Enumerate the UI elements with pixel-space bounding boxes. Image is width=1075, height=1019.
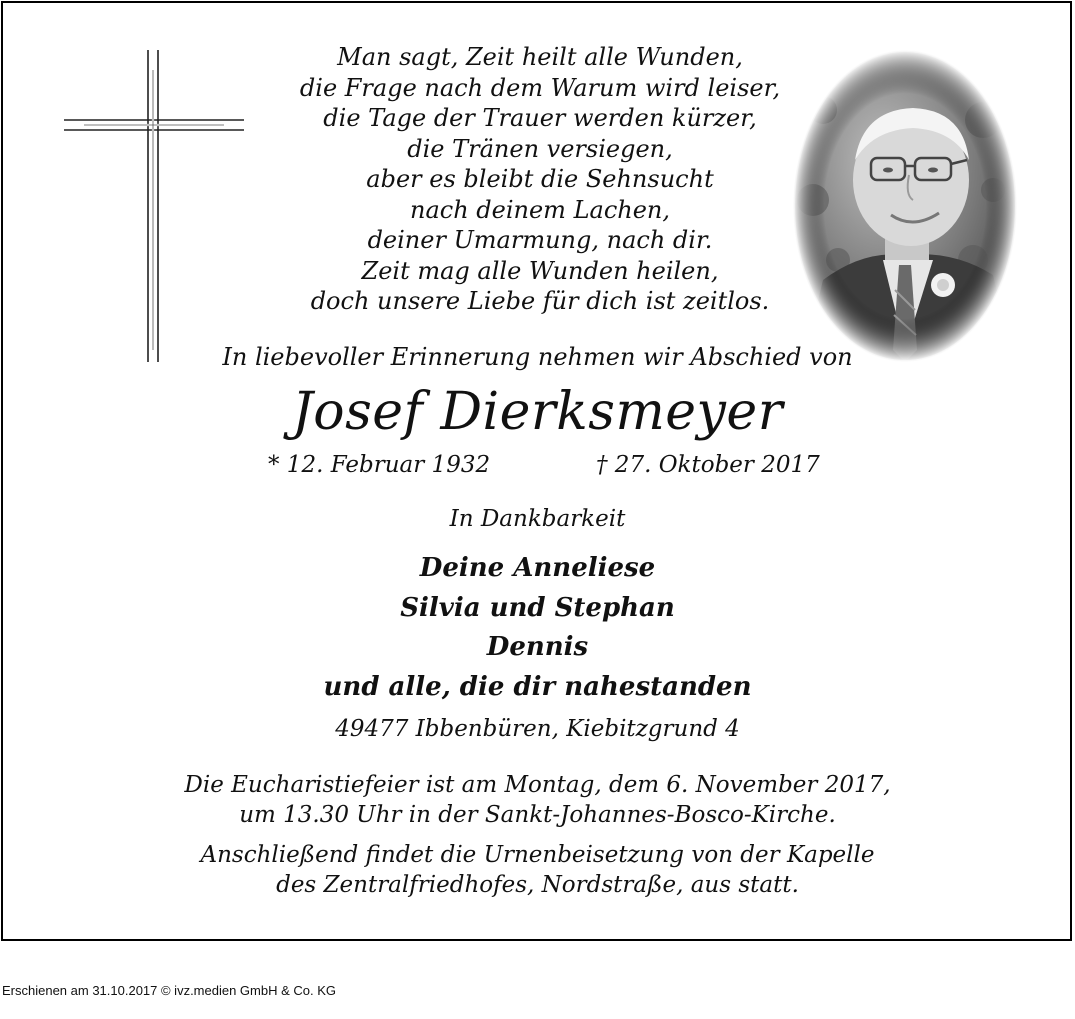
birth-date: * 12. Februar 1932 [268, 452, 491, 478]
poem-line: Zeit mag alle Wunden heilen, [361, 256, 719, 285]
service-info [0, 770, 1075, 900]
family-member: Dennis [486, 632, 589, 662]
service-line: um 13.30 Uhr in der Sankt-Johannes-Bosco-Kirche. [239, 802, 836, 828]
poem-line: doch unsere Liebe für dich ist zeitlos. [310, 287, 770, 315]
poem-line: Man sagt, Zeit heilt alle Wunden, [337, 43, 743, 71]
poem-line: nach deinem Lachen, [409, 195, 670, 224]
family-list [0, 549, 1075, 707]
service-line: Die Eucharistiefeier ist am Montag, dem 6. November 2017, [184, 772, 891, 798]
poem [240, 42, 840, 317]
poem-line: aber es bleibt die Sehnsucht [366, 165, 714, 193]
thanks-text: In Dankbarkeit [449, 506, 626, 532]
family-member: Silvia und Stephan [400, 592, 675, 623]
cross-icon [64, 50, 244, 362]
family-member: Deine Anneliese [419, 553, 656, 583]
poem-line: die Frage nach dem Warum wird leiser, [299, 73, 781, 102]
burial-line: des Zentralfriedhofes, Nordstraße, aus statt. [276, 872, 799, 898]
address: 49477 Ibbenbüren, Kiebitzgrund 4 [335, 716, 740, 742]
death-date: † 27. Oktober 2017 [596, 452, 820, 478]
intro-text: In liebevoller Erinnerung nehmen wir Abschied von [222, 343, 853, 371]
family-member: und alle, die dir nahestanden [323, 671, 752, 702]
burial-line: Anschließend findet die Urnenbeisetzung von der Kapelle [200, 842, 875, 868]
publication-footer: Erschienen am 31.10.2017 © ivz.medien GmbH & Co. KG [2, 983, 337, 998]
poem-line: die Tage der Trauer werden kürzer, [323, 104, 757, 132]
poem-line: die Tränen versiegen, [407, 134, 673, 163]
deceased-name: Josef Dierksmeyer [291, 382, 784, 442]
poem-line: deiner Umarmung, nach dir. [367, 226, 713, 254]
